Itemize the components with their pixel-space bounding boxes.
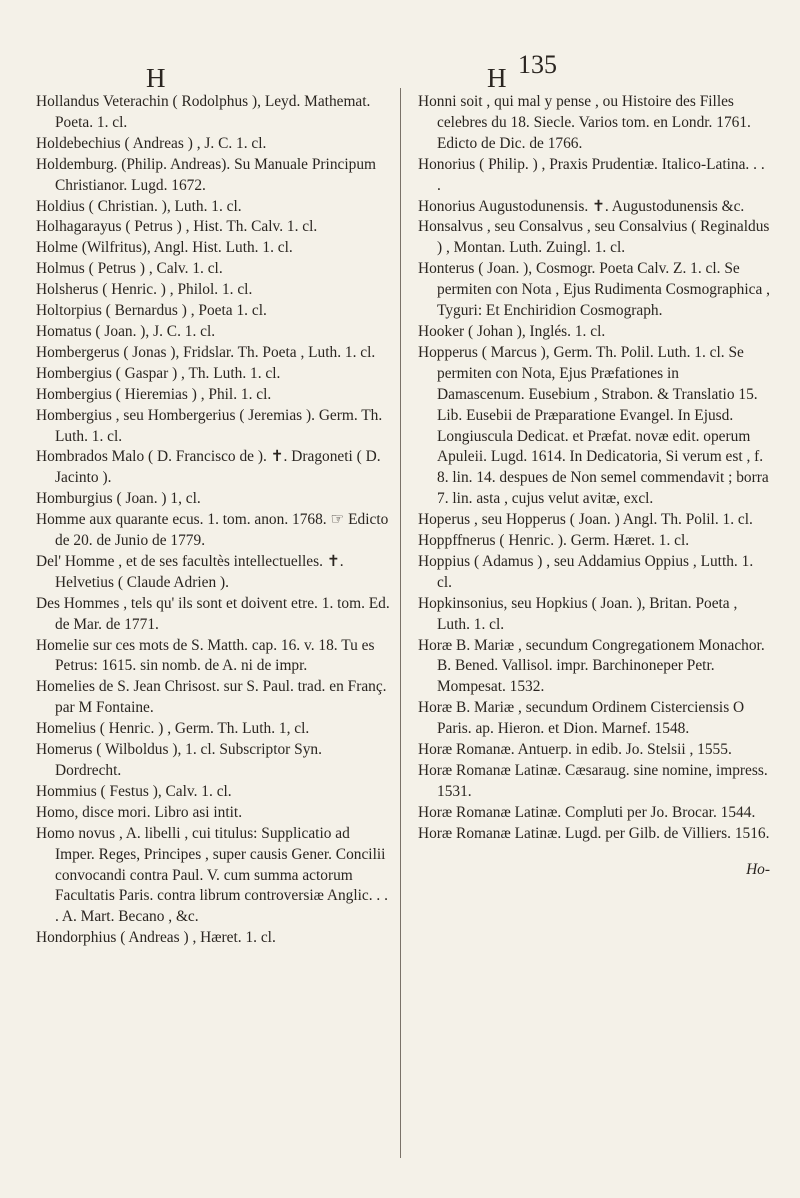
index-entry: Hombergius ( Gaspar ) , Th. Luth. 1. cl.: [36, 364, 281, 382]
right-column: [418, 92, 770, 896]
index-entry: Honterus ( Joan. ), Cosmogr. Poeta Calv. Z. 1. cl. Se permiten con Nota , Ejus Rudimenta Cosmographica , Tyguri: Et Enchiridion Cosmograph.: [418, 260, 770, 320]
index-entry: Horæ B. Mariæ , secundum Congregationem Monachor. B. Bened. Vallisol. impr. Barchinoneper Petr. Mompesat. 1532.: [418, 636, 765, 696]
column-divider: [400, 88, 401, 1158]
index-entry: Hoppius ( Adamus ) , seu Addamius Oppius , Lutth. 1. cl.: [418, 552, 754, 591]
index-entry: Hommius ( Festus ), Calv. 1. cl.: [36, 782, 232, 800]
index-entry: Homelius ( Henric. ) , Germ. Th. Luth. 1, cl.: [36, 720, 310, 738]
index-entry: Honorius Augustodunensis. ✝. Augustodunensis &c.: [418, 197, 745, 215]
left-column: [36, 92, 391, 949]
index-entry: Honni soit , qui mal y pense , ou Histoire des Filles celebres du 18. Siecle. Varios tom. en Londr. 1761. Edicto de Dic. de 1766.: [418, 93, 751, 152]
index-entry: Homelies de S. Jean Chrisost. sur S. Paul. trad. en Franç. par M Fontaine.: [36, 678, 387, 717]
index-entry: Homo, disce mori. Libro asi intit.: [36, 803, 243, 821]
index-entry: Hooker ( Johan ), Inglés. 1. cl.: [418, 322, 606, 340]
index-entry: Holdius ( Christian. ), Luth. 1. cl.: [36, 197, 242, 215]
index-entry: Hondorphius ( Andreas ) , Hæret. 1. cl.: [36, 929, 276, 947]
index-entry: Hombergius , seu Hombergerius ( Jeremias ). Germ. Th. Luth. 1. cl.: [36, 406, 383, 445]
index-entry: Homatus ( Joan. ), J. C. 1. cl.: [36, 322, 216, 340]
index-entry: Hoppffnerus ( Henric. ). Germ. Hæret. 1. cl.: [418, 532, 690, 550]
index-entry: Horæ Romanæ Latinæ. Compluti per Jo. Brocar. 1544.: [418, 803, 756, 821]
index-entry: Hombrados Malo ( D. Francisco de ). ✝. Dragoneti ( D. Jacinto ).: [36, 448, 381, 487]
index-entry: Holsherus ( Henric. ) , Philol. 1. cl.: [36, 281, 253, 299]
index-entry: Horæ Romanæ Latinæ. Lugd. per Gilb. de Villiers. 1516.: [418, 824, 770, 842]
index-entry: Del' Homme , et de ses facultès intellectuelles. ✝. Helvetius ( Claude Adrien ).: [36, 552, 344, 591]
index-entry: Horæ Romanæ Latinæ. Cæsaraug. sine nomine, impress. 1531.: [418, 762, 768, 800]
index-entry: Horæ Romanæ. Antuerp. in edib. Jo. Stelsii , 1555.: [418, 741, 732, 759]
index-entry: Honorius ( Philip. ) , Praxis Prudentiæ. Italico-Latina. . . .: [418, 155, 765, 194]
index-entry: Holme (Wilfritus), Angl. Hist. Luth. 1. cl.: [36, 239, 293, 257]
index-entry: Holmus ( Petrus ) , Calv. 1. cl.: [36, 260, 223, 278]
right-running-head: H: [487, 63, 507, 93]
index-entry: Hopkinsonius, seu Hopkius ( Joan. ), Britan. Poeta , Luth. 1. cl.: [418, 594, 738, 633]
index-entry: Horæ B. Mariæ , secundum Ordinem Cisterciensis O Paris. ap. Hieron. et Dion. Marnef. 1548.: [418, 699, 745, 738]
index-entry: Homme aux quarante ecus. 1. tom. anon. 1768. ☞ Edicto de 20. de Junio de 1779.: [36, 511, 389, 550]
index-entry: Hombergius ( Hieremias ) , Phil. 1. cl.: [36, 385, 272, 403]
left-running-head: H: [146, 63, 166, 93]
index-entry: Hopperus ( Marcus ), Germ. Th. Polil. Luth. 1. cl. Se permiten con Nota, Ejus Præfationes in Damascenum. Eusebium , Strabon. & Translatio 15. Lib. Eusebii de Præparatione Evangel. In Ejusd. Longiuscula Dedicat. et Præfat. novæ edit. operum Apuleii. Lugd. 1614. In Dedicatoria, Si verum est , f. 8. lin. 14. despues de Non semel commendavit ; borra 7. lin. asta , cujus velut avitæ, excl.: [418, 343, 769, 508]
index-entry: Holtorpius ( Bernardus ) , Poeta 1. cl.: [36, 302, 267, 320]
index-entry: Hombergerus ( Jonas ), Fridslar. Th. Poeta , Luth. 1. cl.: [36, 343, 376, 361]
catchword: Ho-: [746, 861, 770, 879]
index-entry: Des Hommes , tels qu' ils sont et doivent etre. 1. tom. Ed. de Mar. de 1771.: [36, 594, 390, 633]
index-entry: Homelie sur ces mots de S. Matth. cap. 16. v. 18. Tu es Petrus: 1615. sin nomb. de A. ni de impr.: [36, 636, 375, 675]
index-entry: Hollandus Veterachin ( Rodolphus ), Leyd. Mathemat. Poeta. 1. cl.: [36, 93, 371, 131]
index-entry: Holhagarayus ( Petrus ) , Hist. Th. Calv. 1. cl.: [36, 218, 318, 236]
index-entry: Holdebechius ( Andreas ) , J. C. 1. cl.: [36, 134, 267, 152]
index-entry: Homburgius ( Joan. ) 1, cl.: [36, 490, 201, 508]
index-entry: Homo novus , A. libelli , cui titulus: Supplicatio ad Imper. Reges, Principes , super causis Gener. Concilii convocandi contra Paul. V. cum summa actorum Facultatis Paris. contra librum controversiæ Anglic. . . . A. Mart. Becano , &c.: [36, 824, 388, 926]
page-number: 135: [518, 50, 557, 79]
index-entry: Holdemburg. (Philip. Andreas). Su Manuale Principum Christianor. Lugd. 1672.: [36, 155, 376, 194]
index-entry: Homerus ( Wilboldus ), 1. cl. Subscriptor Syn. Dordrecht.: [36, 741, 322, 779]
index-entry: Hoperus , seu Hopperus ( Joan. ) Angl. Th. Polil. 1. cl.: [418, 511, 753, 529]
index-entry: Honsalvus , seu Consalvus , seu Consalvius ( Reginaldus ) , Montan. Luth. Zuingl. 1. cl.: [418, 218, 770, 257]
